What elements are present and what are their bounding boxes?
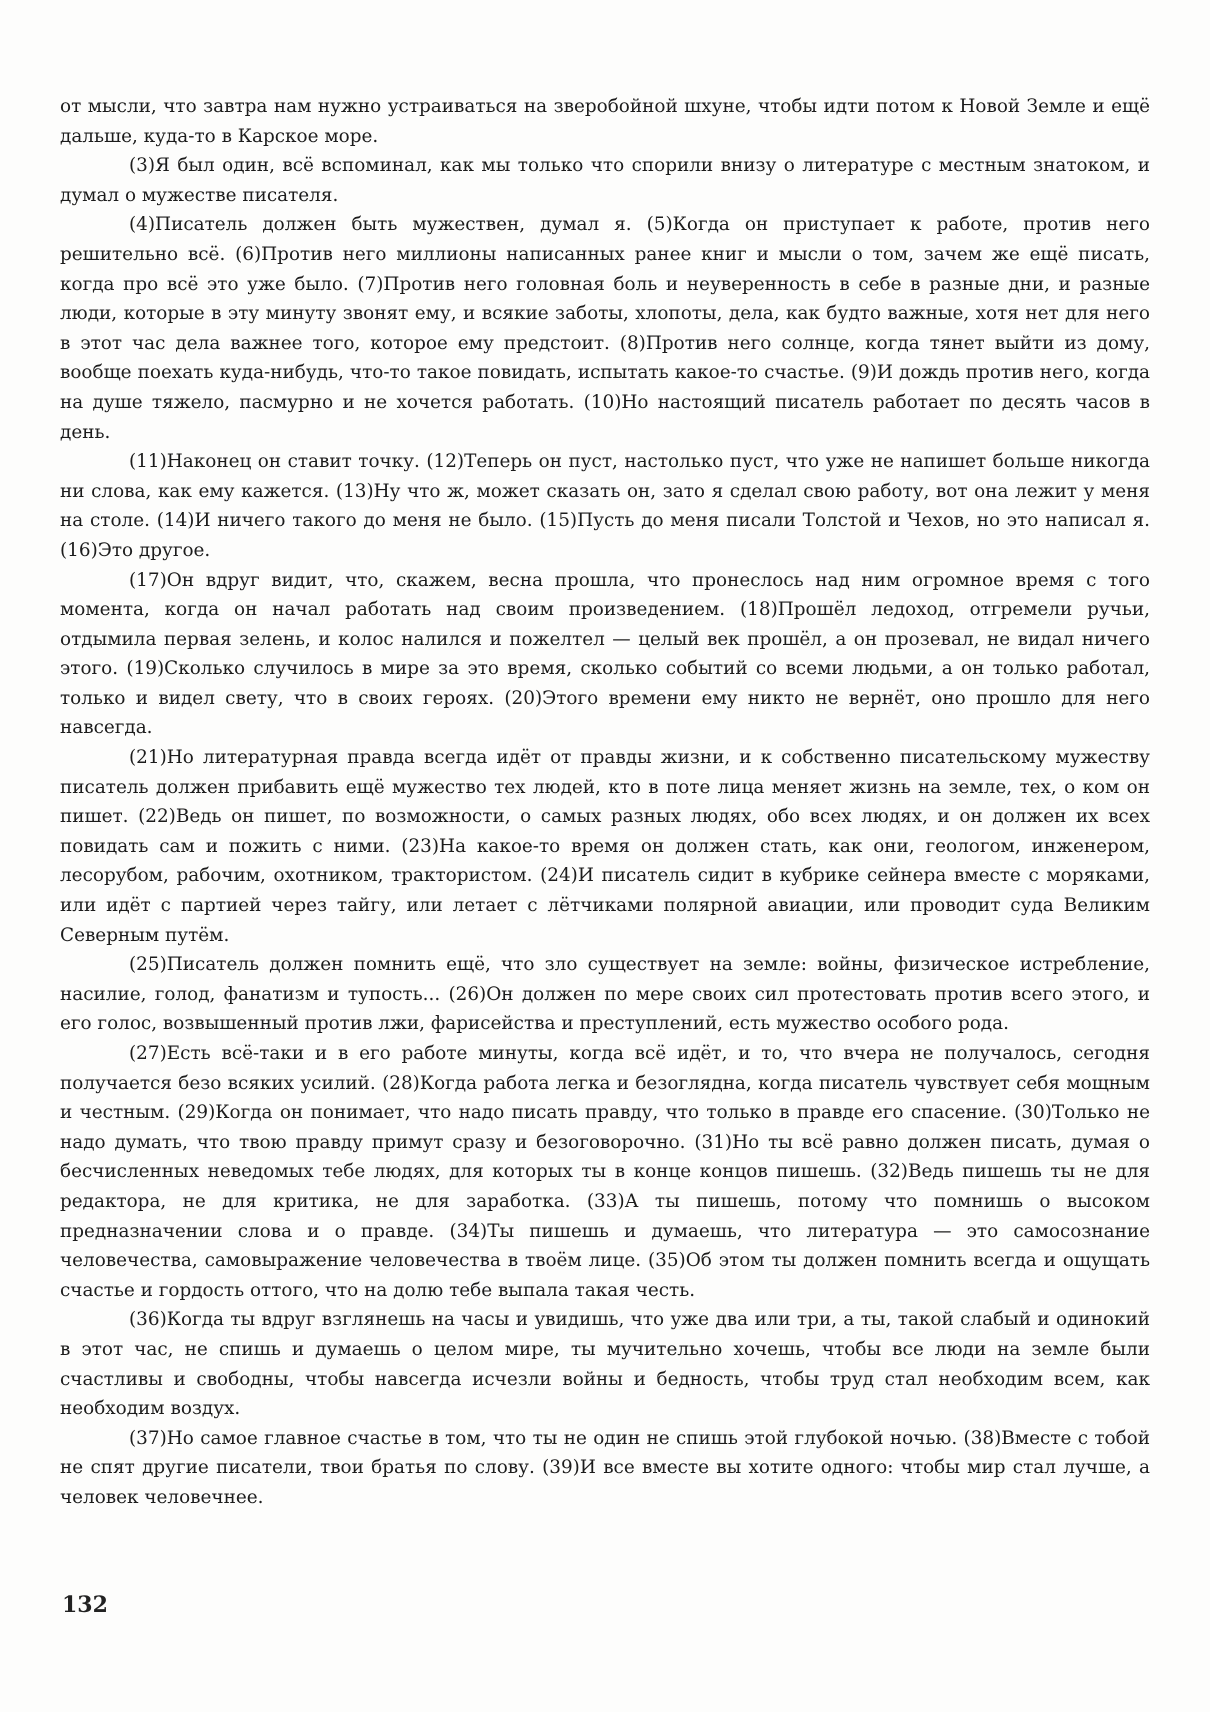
paragraph: (3)Я был один, всё вспоминал, как мы только что спорили внизу о литературе с местным знатоком, и думал о мужестве писателя. [60, 155, 1150, 206]
paragraph-continuation: от мысли, что завтра нам нужно устраиваться на зверобойной шхуне, чтобы идти потом к Новой Земле и ещё дальше, куда-то в Карское море. [60, 96, 1150, 147]
text-body [60, 92, 1150, 1513]
paragraph: (37)Но самое главное счастье в том, что ты не один не спишь этой глубокой ночью. (38)Вместе с тобой не спят другие писатели, твои братья по слову. (39)И все вместе вы хотите одного: чтобы мир стал лучше, а человек человечнее. [60, 1427, 1150, 1508]
paragraph: (11)Наконец он ставит точку. (12)Теперь он пуст, настолько пуст, что уже не напишет больше никогда ни слова, как ему кажется. (13)Ну что ж, может сказать он, зато я сделал свою работу, вот она лежит у меня на столе. (14)И ничего такого до меня не было. (15)Пусть до меня писали Толстой и Чехов, но это написал я. (16)Это другое. [60, 451, 1150, 561]
paragraph: (25)Писатель должен помнить ещё, что зло существует на земле: войны, физическое истребление, насилие, голод, фанатизм и тупость... (26)Он должен по мере своих сил протестовать против всего этого, и его голос, возвышенный против лжи, фарисейства и преступлений, есть мужество особого рода. [60, 954, 1150, 1035]
paragraph: (21)Но литературная правда всегда идёт от правды жизни, и к собственно писательскому мужеству писатель должен прибавить ещё мужество тех людей, кто в поте лица меняет жизнь на земле, тех, о ком он пишет. (22)Ведь он пишет, по возможности, о самых разных людях, обо всех людях, и он должен их всех повидать сам и пожить с ними. (23)На какое-то время он должен стать, как они, геологом, инженером, лесорубом, рабочим, охотником, трактористом. (24)И писатель сидит в кубрике сейнера вместе с моряками, или идёт с партией через тайгу, или летает с лётчиками полярной авиации, или проводит суда Великим Северным путём. [60, 747, 1150, 946]
page-number: 132 [62, 1592, 108, 1618]
paragraph: (27)Есть всё-таки и в его работе минуты, когда всё идёт, и то, что вчера не получалось, сегодня получается безо всяких усилий. (28)Когда работа легка и безоглядна, когда писатель чувствует себя мощным и честным. (29)Когда он понимает, что надо писать правду, что только в правде его спасение. (30)Только не надо думать, что твою правду примут сразу и безоговорочно. (31)Но ты всё равно должен писать, думая о бесчисленных неведомых тебе людях, для которых ты в конце концов пишешь. (32)Ведь пишешь ты не для редактора, не для критика, не для заработка. (33)А ты пишешь, потому что помнишь о высоком предназначении слова и о правде. (34)Ты пишешь и думаешь, что литература — это самосознание человечества, самовыражение человечества в твоём лице. (35)Об этом ты должен помнить всегда и ощущать счастье и гордость оттого, что на долю тебе выпала такая честь. [60, 1043, 1150, 1301]
paragraph: (17)Он вдруг видит, что, скажем, весна прошла, что пронеслось над ним огромное время с того момента, когда он начал работать над своим произведением. (18)Прошёл ледоход, отгремели ручьи, отдымила первая зелень, и колос налился и пожелтел — целый век прошёл, а он прозевал, не видал ничего этого. (19)Сколько случилось в мире за это время, сколько событий со всеми людьми, а он только работал, только и видел свету, что в своих героях. (20)Этого времени ему никто не вернёт, оно прошло для него навсегда. [60, 569, 1150, 739]
paragraph: (36)Когда ты вдруг взглянешь на часы и увидишь, что уже два или три, а ты, такой слабый и одинокий в этот час, не спишь и думаешь о целом мире, ты мучительно хочешь, чтобы все люди на земле были счастливы и свободны, чтобы навсегда исчезли войны и бедность, чтобы труд стал необходим всем, как необходим воздух. [60, 1309, 1150, 1420]
paragraph: (4)Писатель должен быть мужествен, думал я. (5)Когда он приступает к работе, против него решительно всё. (6)Против него миллионы написанных ранее книг и мысли о том, зачем же ещё писать, когда про всё это уже было. (7)Против него головная боль и неуверенность в себе в разные дни, и разные люди, которые в эту минуту звонят ему, и всякие заботы, хлопоты, дела, как будто важные, хотя нет для него в этот час дела важнее того, которое ему предстоит. (8)Против него солнце, когда тянет выйти из дому, вообще поехать куда-нибудь, что-то такое повидать, испытать какое-то счастье. (9)И дождь против него, когда на душе тяжело, пасмурно и не хочется работать. (10)Но настоящий писатель работает по десять часов в день. [60, 214, 1150, 443]
